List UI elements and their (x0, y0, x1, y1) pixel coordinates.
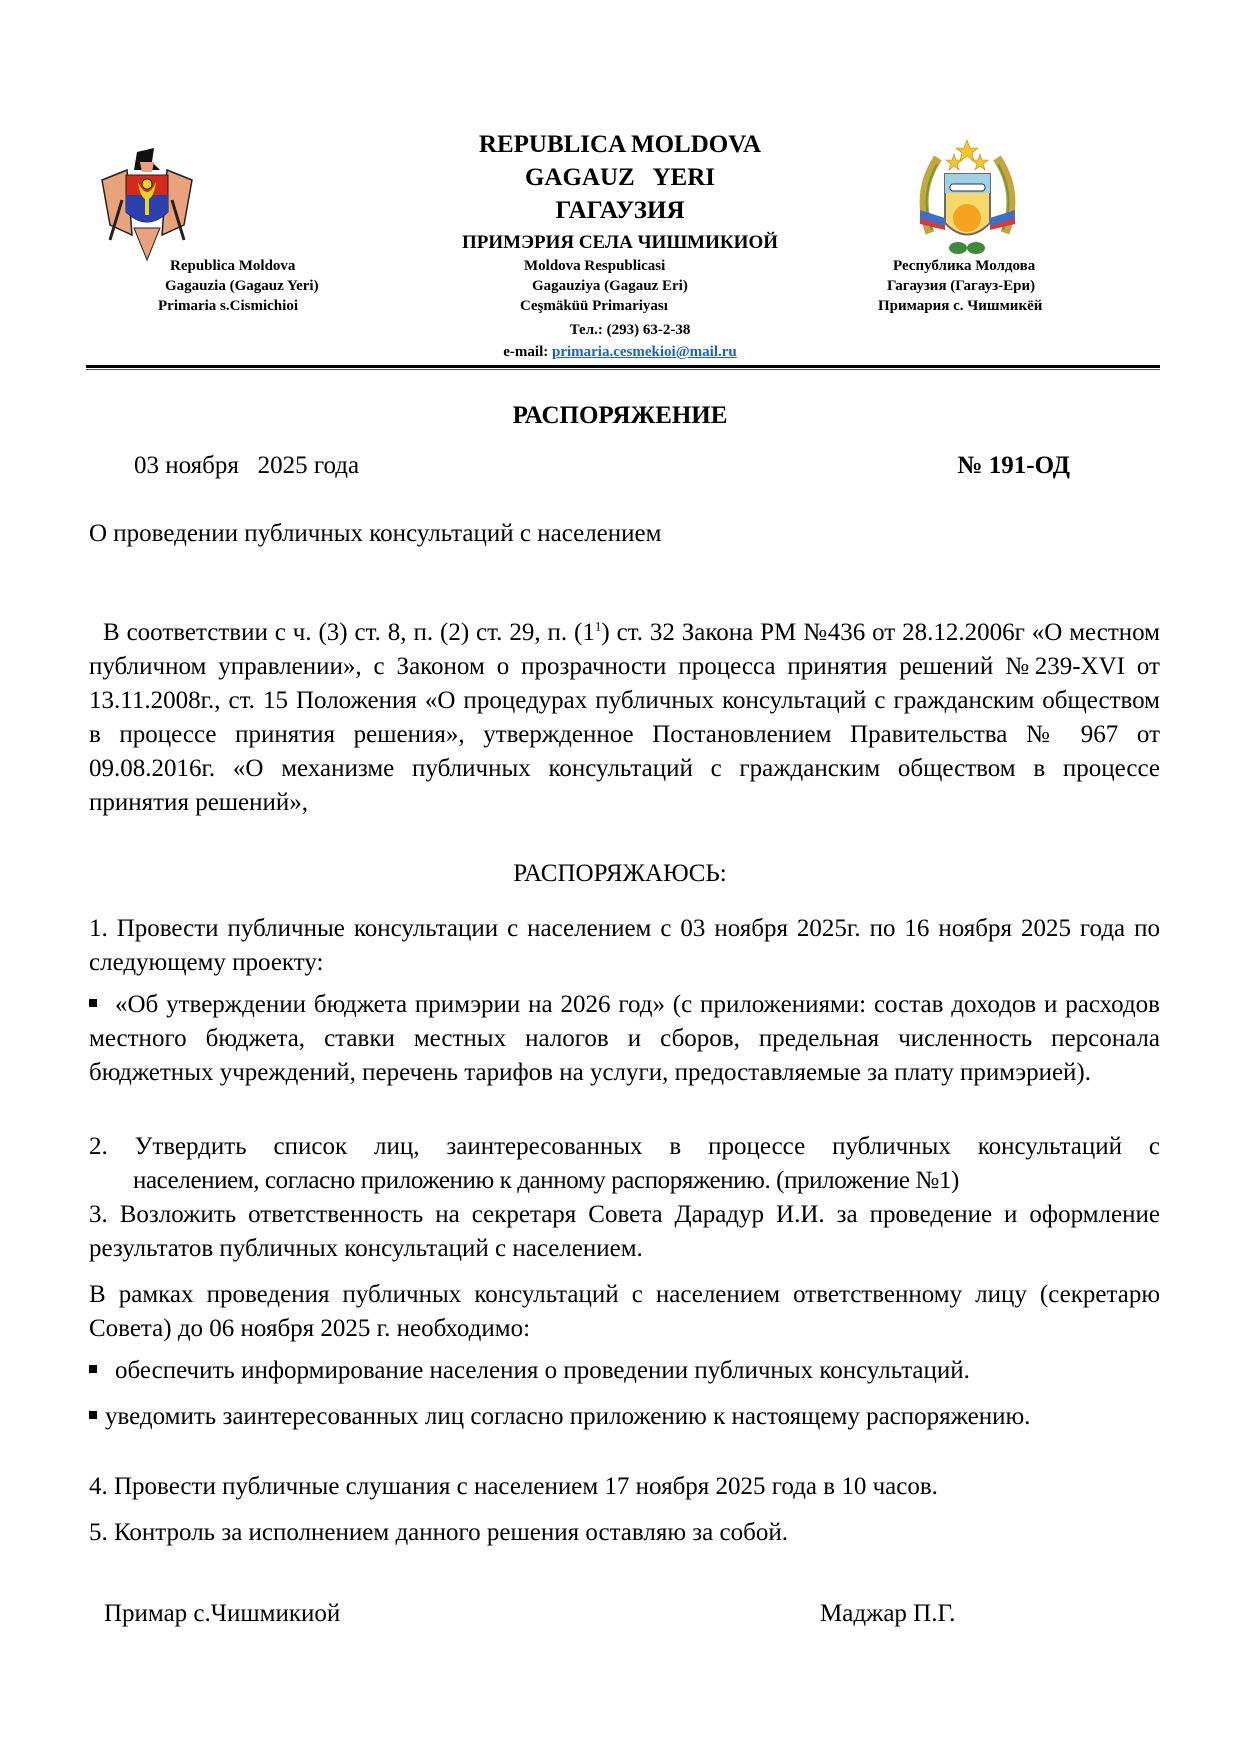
document-number: № 191-ОД (957, 452, 1070, 479)
task-bullet-2 (89, 1400, 1160, 1434)
header-region-cyrillic: ГАГАУЗИЯ (555, 197, 685, 224)
item-1-bullet (89, 988, 1160, 1090)
preamble-text-cont: ) ст. 32 Закона РМ №436 от 28.12.2006г «О местном публичном управлении», с Законом о прозрачности процесса принятия решений №239-XVI от 13.11.2008г., ст. 15 Положения «О процедурах публичных консультаций с гражданским обществом в процессе принятия решения», утвержденное Постановлением Правительства № 967 от 09.08.2016г. «О механизме публичных консультаций с гражданским обществом в процессе принятия решений», (89, 619, 1160, 816)
item-5: 5. Контроль за исполнением данного решения оставляю за собой. (89, 1519, 788, 1546)
item-1: 1. Провести публичные консультации с населением с 03 ноября 2025г. по 16 ноября 2025 года по следующему проекту: (89, 915, 1160, 976)
item-2-line-2: населением, согласно приложению к данному распоряжению. (приложение №1) (133, 1167, 959, 1194)
header-right-column (878, 256, 1098, 316)
task-bullet-text: обеспечить информирование населения о проведении публичных консультаций. (115, 1357, 970, 1384)
header-email-line (0, 342, 1240, 362)
left-col-line: Primaria s.Cismichioi (158, 298, 298, 314)
signature-position: Примар с.Чишмикиой (104, 1600, 341, 1627)
document-title: РАСПОРЯЖЕНИЕ (512, 402, 728, 429)
document-subject: О проведении публичных консультаций с населением (89, 520, 662, 547)
email-link[interactable]: primaria.cesmekioi@mail.ru (551, 344, 737, 360)
item-3: 3. Возложить ответственность на секретаря Совета Дарадур И.И. за проведение и оформление результатов публичных консультаций с населением. (89, 1201, 1160, 1262)
left-col-line: Gagauzia (Gagauz Yeri) (165, 278, 319, 294)
item-4: 4. Провести публичные слушания с населением 17 ноября 2025 года в 10 часов. (89, 1473, 938, 1500)
item-2-line-1: 2. Утвердить список лиц, заинтересованных в процессе публичных консультаций с (89, 1133, 1160, 1160)
header-left-column (140, 256, 355, 316)
center-col-line: Ceşmäküü Primariyası (520, 298, 668, 314)
task-bullet-1 (89, 1354, 1160, 1388)
preamble-superscript: 1 (594, 618, 602, 634)
email-label: e-mail: (503, 344, 552, 360)
header-primaria: ПРИМЭРИЯ СЕЛА ЧИШМИКИОЙ (461, 232, 779, 253)
header-center-column (520, 256, 740, 316)
order-word: РАСПОРЯЖАЮСЬ: (513, 860, 727, 887)
preamble-text: В соответствии с ч. (3) ст. 8, п. (2) ст. 29, п. (1 (103, 619, 595, 646)
right-col-line: Примария с. Чишмикёй (878, 298, 1043, 314)
task-bullet-text: уведомить заинтересованных лиц согласно приложению к настоящему распоряжению. (105, 1403, 1031, 1430)
center-col-line: Gagauziya (Gagauz Eri) (532, 278, 688, 294)
center-col-line: Moldova Respublicasi (524, 258, 666, 274)
bullet-square-icon (89, 999, 97, 1007)
item-1-bullet-text: «Об утверждении бюджета примэрии на 2026 год» (с приложениями: состав доходов и расходов местного бюджета, ставки местных налогов и сборов, предельная численность персонала бюджетных учреждений, перечень тарифов на услуги, предоставляемые за плату примэрией). (89, 991, 1160, 1086)
right-col-line: Гагаузия (Гагауз-Ери) (887, 278, 1036, 294)
bullet-square-icon (89, 1411, 97, 1419)
signature-name: Маджар П.Г. (820, 1600, 956, 1627)
document-date: 03 ноября 2025 года (134, 452, 360, 479)
header-region-latin: GAGAUZ YERI (524, 164, 716, 191)
header-republic: REPUBLICA MOLDOVA (478, 131, 762, 158)
framework-paragraph: В рамках проведения публичных консультаций с населением ответственному лицу (секретарю Совета) до 06 ноября 2025 г. необходимо: (89, 1281, 1160, 1342)
preamble-paragraph (89, 616, 1160, 820)
header-divider (86, 365, 1160, 368)
header-phone: Тел.: (293) 63-2-38 (569, 322, 691, 338)
header-divider-thin (86, 369, 1160, 370)
left-col-line: Republica Moldova (170, 258, 296, 274)
bullet-square-icon (89, 1365, 97, 1373)
right-col-line: Республика Молдова (893, 258, 1036, 274)
